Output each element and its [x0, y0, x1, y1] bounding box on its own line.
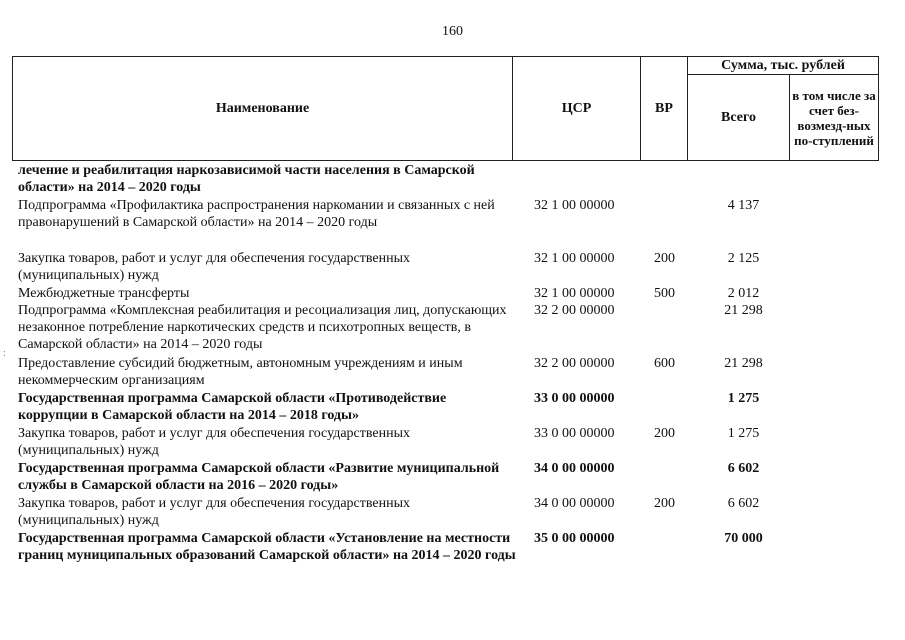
- table-row: [0, 355, 905, 390]
- row-csr: 32 2 00 00000: [534, 355, 615, 371]
- row-name: Государственная программа Самарской области «Развитие муниципальной службы в Самарской области на 2016 – 2020 годы»: [18, 460, 500, 493]
- row-name: лечение и реабилитация наркозависимой части населения в Самарской области» на 2014 – 2020 годы: [18, 163, 475, 195]
- header-incl: в том числе за счет без-возмезд-ных по-ступлений: [790, 75, 879, 161]
- row-name: Закупка товаров, работ и услуг для обеспечения государственных (муниципальных) нужд: [18, 425, 411, 458]
- header-vr: ВР: [641, 57, 688, 161]
- row-name: Межбюджетные трансферты: [18, 285, 190, 301]
- page-number: 160: [442, 24, 463, 39]
- row-name: Подпрограмма «Комплексная реабилитация и ресоциализация лиц, допускающих незаконное потребление наркотических средств и психотропных веществ, в Самарской области» на 2014 – 2020 годы: [18, 303, 507, 352]
- row-name: Государственная программа Самарской области «Установление на местности границ муниципальных образований Самарской области» на 2014 – 2020 годы: [18, 530, 516, 563]
- row-vr: 500: [654, 285, 675, 301]
- row-vr: 200: [654, 495, 675, 511]
- header-name: Наименование: [13, 57, 513, 161]
- row-csr: 32 2 00 00000: [534, 303, 615, 318]
- row-vr: 600: [654, 355, 675, 371]
- row-csr: 33 0 00 00000: [534, 425, 615, 441]
- row-vr: 200: [654, 250, 675, 266]
- row-csr: 34 0 00 00000: [534, 495, 615, 511]
- header-sum: Сумма, тыс. рублей: [688, 57, 879, 75]
- row-total: 2 125: [727, 250, 760, 266]
- table-body: [0, 162, 905, 582]
- row-total: 2 012: [727, 285, 760, 301]
- margin-mark: :: [3, 348, 6, 359]
- table-row: [0, 495, 905, 530]
- row-csr: 32 1 00 00000: [534, 250, 615, 266]
- row-csr: 33 0 00 00000: [534, 390, 615, 406]
- row-total: 1 275: [727, 425, 760, 441]
- header-total: Всего: [688, 75, 790, 161]
- row-csr: 35 0 00 00000: [534, 530, 615, 546]
- table-row: [0, 285, 905, 303]
- row-csr: 34 0 00 00000: [534, 460, 615, 476]
- table-row: [0, 302, 905, 355]
- row-csr: 32 1 00 00000: [534, 198, 615, 213]
- table-header: [12, 56, 879, 161]
- row-name: Подпрограмма «Профилактика распространения наркомании и связанных с ней правонарушений в Самарской области» на 2014 – 2020 годы: [18, 198, 495, 230]
- row-total: 1 275: [727, 390, 760, 406]
- row-vr: 200: [654, 425, 675, 441]
- row-total: 70 000: [724, 530, 763, 546]
- table-row: [0, 530, 905, 583]
- row-total: 21 298: [724, 303, 763, 318]
- row-total: 21 298: [724, 355, 763, 371]
- row-total: 4 137: [727, 198, 760, 213]
- table-row: [0, 425, 905, 460]
- table-row: [0, 460, 905, 495]
- header-csr: ЦСР: [513, 57, 641, 161]
- table-row: [0, 162, 905, 197]
- table-row: [0, 197, 905, 250]
- row-csr: 32 1 00 00000: [534, 285, 615, 301]
- row-total: 6 602: [727, 495, 760, 511]
- table-row: [0, 250, 905, 285]
- row-name: Закупка товаров, работ и услуг для обеспечения государственных (муниципальных) нужд: [18, 250, 411, 283]
- row-name: Предоставление субсидий бюджетным, автономным учреждениям и иным некоммерческим организациям: [18, 355, 463, 388]
- row-name: Закупка товаров, работ и услуг для обеспечения государственных (муниципальных) нужд: [18, 495, 411, 528]
- row-total: 6 602: [727, 460, 760, 476]
- table-row: [0, 390, 905, 425]
- row-name: Государственная программа Самарской области «Противодействие коррупции в Самарской области на 2014 – 2018 годы»: [18, 390, 447, 423]
